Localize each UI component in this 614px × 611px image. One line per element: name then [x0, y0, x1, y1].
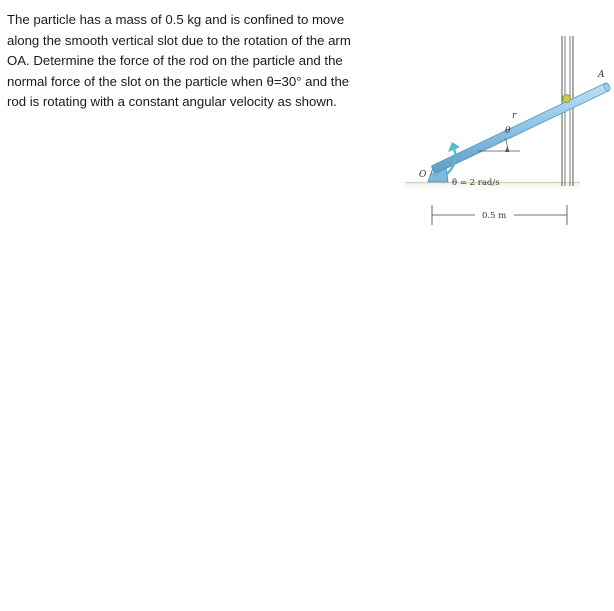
label-a: A	[598, 70, 605, 80]
problem-line: The particle has a mass of 0.5 kg and is confined to move	[7, 12, 345, 27]
rod-oa	[432, 82, 612, 174]
particle	[563, 95, 571, 103]
problem-line: along the smooth vertical slot due to the rotation of the arm	[7, 32, 351, 48]
label-r: r	[512, 111, 517, 121]
theta-arrowhead	[505, 146, 510, 152]
label-o: O	[419, 170, 427, 180]
distance-label: 0.5 m	[482, 211, 507, 221]
problem-line: rod is rotating with a constant angular velocity as shown.	[7, 94, 337, 110]
problem-line: normal force of the slot on the particle when θ=30° and the	[7, 73, 350, 89]
angular-velocity-label: θ̇ = 2 rad/s	[452, 178, 500, 188]
problem-line: OA. Determine the force of the rod on the particle and the	[7, 53, 343, 69]
label-theta: θ	[505, 126, 511, 136]
problem-statement	[7, 10, 387, 113]
mechanism-figure	[395, 28, 614, 233]
